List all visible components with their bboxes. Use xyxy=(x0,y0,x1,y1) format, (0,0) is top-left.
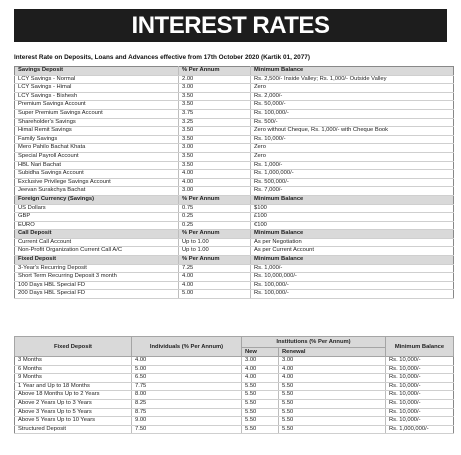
table-row xyxy=(15,425,454,434)
table-row xyxy=(15,101,454,110)
section-header-cell: Call Deposit xyxy=(15,230,179,239)
table-cell: 0.75 xyxy=(179,204,251,213)
table-cell: Himal Remit Savings xyxy=(15,127,179,136)
table-cell: Up to 1.00 xyxy=(179,238,251,247)
table-cell: 5.50 xyxy=(279,382,386,391)
table-cell: Rs. 10,000/- xyxy=(386,374,454,383)
section-header-cell: Minimum Balance xyxy=(251,230,454,239)
table-cell: 4.00 xyxy=(279,365,386,374)
table-cell: Exclusive Privilege Savings Account xyxy=(15,178,179,187)
section-header-row xyxy=(15,256,454,265)
table-cell: Mero Pahilo Bachat Khata xyxy=(15,144,179,153)
table-cell: Rs. 10,000/- xyxy=(386,391,454,400)
table-cell: LCY Savings - Normal xyxy=(15,75,179,84)
table-row xyxy=(15,135,454,144)
table-cell: Above 5 Years Up to 10 Years xyxy=(15,417,132,426)
section-header-cell: Fixed Deposit xyxy=(15,256,179,265)
table-cell: 5.50 xyxy=(242,417,279,426)
table-cell: 100 Days HBL Special FD xyxy=(15,281,179,290)
table-cell: Zero xyxy=(251,152,454,161)
table-cell: 3.75 xyxy=(179,109,251,118)
table-cell: 3.00 xyxy=(242,357,279,366)
individuals-rate-header: Individuals (% Per Annum) xyxy=(132,337,242,357)
table-cell: Zero without Cheque, Rs. 1,000/- with Cheque Book xyxy=(251,127,454,136)
table-row xyxy=(15,382,454,391)
table-cell: Zero xyxy=(251,144,454,153)
table-cell: Special Payroll Account xyxy=(15,152,179,161)
table-cell: Non-Profit Organization Current Call A/C xyxy=(15,247,179,256)
table-cell: As per Negotiation xyxy=(251,238,454,247)
table-cell: As per Current Account xyxy=(251,247,454,256)
section-header-row xyxy=(15,67,454,76)
table-cell: 2.00 xyxy=(179,75,251,84)
section-header-cell: Foreign Currency (Savings) xyxy=(15,195,179,204)
table-cell: Rs. 10,000/- xyxy=(386,408,454,417)
deposit-rates-body xyxy=(15,67,454,299)
table-cell: 4.00 xyxy=(179,178,251,187)
table-cell: 5.50 xyxy=(242,391,279,400)
table-cell: Rs. 2,000/- xyxy=(251,92,454,101)
table-cell: $100 xyxy=(251,204,454,213)
table-cell: Above 18 Months Up to 2 Years xyxy=(15,391,132,400)
table-cell: Rs. 50,000/- xyxy=(251,101,454,110)
table-cell: Shareholder's Savings xyxy=(15,118,179,127)
table-cell: 5.50 xyxy=(279,425,386,434)
table-cell: 3.50 xyxy=(179,127,251,136)
table-cell: Rs. 7,000/- xyxy=(251,187,454,196)
table-cell: LCY Savings - Himal xyxy=(15,84,179,93)
table-cell: Above 3 Years Up to 5 Years xyxy=(15,408,132,417)
table-cell: £100 xyxy=(251,213,454,222)
table-cell: 8.25 xyxy=(132,399,242,408)
table-row xyxy=(15,264,454,273)
table-row xyxy=(15,221,454,230)
table-cell: Rs. 10,000/- xyxy=(386,417,454,426)
table-cell: Family Savings xyxy=(15,135,179,144)
table-row xyxy=(15,273,454,282)
table-cell: 4.00 xyxy=(279,374,386,383)
table-cell: 5.50 xyxy=(279,417,386,426)
table-cell: Rs. 1,000,000/- xyxy=(251,170,454,179)
table-row xyxy=(15,247,454,256)
table-cell: 3-Year's Recurring Deposit xyxy=(15,264,179,273)
table-cell: Above 2 Years Up to 3 Years xyxy=(15,399,132,408)
table-cell: 4.00 xyxy=(179,273,251,282)
table-cell: 4.00 xyxy=(179,170,251,179)
table-cell: 0.25 xyxy=(179,221,251,230)
table-cell: 1 Year and Up to 18 Months xyxy=(15,382,132,391)
effective-date-subtitle: Interest Rate on Deposits, Loans and Advances effective from 17th October 2020 (Kartik 01, 2077) xyxy=(14,54,310,61)
table-cell: 5.00 xyxy=(179,290,251,299)
section-header-cell: % Per Annum xyxy=(179,256,251,265)
table-cell: 7.25 xyxy=(179,264,251,273)
section-header-cell: % Per Annum xyxy=(179,67,251,76)
fixed-deposit-body xyxy=(15,357,454,434)
table-row xyxy=(15,374,454,383)
fixed-deposit-header: Fixed Deposit xyxy=(15,337,132,357)
table-row xyxy=(15,161,454,170)
table-cell: 3.00 xyxy=(179,84,251,93)
table-cell: Zero xyxy=(251,84,454,93)
table-cell: Rs. 10,000/- xyxy=(386,382,454,391)
table-cell: Premium Savings Account xyxy=(15,101,179,110)
table-cell: Rs. 10,000/- xyxy=(251,135,454,144)
table-cell: Rs. 100,000/- xyxy=(251,290,454,299)
table-row xyxy=(15,357,454,366)
table-row xyxy=(15,178,454,187)
table-cell: 5.50 xyxy=(279,408,386,417)
table-cell: 3 Months xyxy=(15,357,132,366)
table-row xyxy=(15,204,454,213)
table-cell: 4.00 xyxy=(179,281,251,290)
page-title: INTEREST RATES xyxy=(14,9,447,42)
table-cell: 5.00 xyxy=(132,365,242,374)
table-cell: 5.50 xyxy=(242,408,279,417)
table-row xyxy=(15,92,454,101)
table-cell: 3.00 xyxy=(179,144,251,153)
table-cell: 4.00 xyxy=(242,374,279,383)
section-header-cell: Minimum Balance xyxy=(251,256,454,265)
institutions-renewal-header: Renewal xyxy=(279,348,386,357)
table-cell: 3.25 xyxy=(179,118,251,127)
table-cell: Rs. 10,000,000/- xyxy=(251,273,454,282)
table-cell: EURO xyxy=(15,221,179,230)
table-row xyxy=(15,417,454,426)
table-cell: 7.50 xyxy=(132,425,242,434)
table-cell: 4.00 xyxy=(132,357,242,366)
section-header-cell: Savings Deposit xyxy=(15,67,179,76)
table-cell: 6.50 xyxy=(132,374,242,383)
section-header-cell: Minimum Balance xyxy=(251,195,454,204)
table-row xyxy=(15,118,454,127)
table-cell: Rs. 10,000/- xyxy=(386,357,454,366)
table-cell: 9 Months xyxy=(15,374,132,383)
table-row xyxy=(15,84,454,93)
table-cell: 200 Days HBL Special FD xyxy=(15,290,179,299)
table-cell: US Dollars xyxy=(15,204,179,213)
table-cell: Rs. 500,000/- xyxy=(251,178,454,187)
table-cell: Rs. 1,000/- xyxy=(251,161,454,170)
table-row xyxy=(15,213,454,222)
table-row xyxy=(15,281,454,290)
table-cell: 5.50 xyxy=(242,399,279,408)
table-cell: 3.00 xyxy=(179,187,251,196)
table-cell: Subidha Savings Account xyxy=(15,170,179,179)
section-header-row xyxy=(15,230,454,239)
table-cell: Rs. 10,000/- xyxy=(386,399,454,408)
table-cell: Rs. 1,000,000/- xyxy=(386,425,454,434)
table-cell: 6 Months xyxy=(15,365,132,374)
section-header-cell: % Per Annum xyxy=(179,230,251,239)
table-cell: LCY Savings - Bishesh xyxy=(15,92,179,101)
table-cell: 0.25 xyxy=(179,213,251,222)
table-cell: 8.00 xyxy=(132,391,242,400)
minimum-balance-header: Minimum Balance xyxy=(386,337,454,357)
table-row xyxy=(15,144,454,153)
table-row xyxy=(15,391,454,400)
table-cell: Rs. 100,000/- xyxy=(251,109,454,118)
table-cell: HBL Nari Bachat xyxy=(15,161,179,170)
table-cell: Up to 1.00 xyxy=(179,247,251,256)
table-cell: 3.50 xyxy=(179,101,251,110)
institutions-rate-header: Institutions (% Per Annum) xyxy=(242,337,386,348)
table-cell: 8.75 xyxy=(132,408,242,417)
table-row xyxy=(15,399,454,408)
table-row xyxy=(15,152,454,161)
table-cell: GBP xyxy=(15,213,179,222)
table-cell: 5.50 xyxy=(242,382,279,391)
table-row xyxy=(15,109,454,118)
table-cell: 5.50 xyxy=(242,425,279,434)
table-cell: 3.00 xyxy=(279,357,386,366)
table-cell: 3.50 xyxy=(179,92,251,101)
table-cell: Rs. 500/- xyxy=(251,118,454,127)
table-cell: Rs. 100,000/- xyxy=(251,281,454,290)
table-row xyxy=(15,238,454,247)
section-header-cell: % Per Annum xyxy=(179,195,251,204)
table-cell: Rs. 1,000/- xyxy=(251,264,454,273)
table-row xyxy=(15,170,454,179)
section-header-cell: Minimum Balance xyxy=(251,67,454,76)
table-cell: 4.00 xyxy=(242,365,279,374)
table-cell: 5.50 xyxy=(279,399,386,408)
table-cell: 5.50 xyxy=(279,391,386,400)
table-row xyxy=(15,365,454,374)
section-header-row xyxy=(15,195,454,204)
table-cell: 7.75 xyxy=(132,382,242,391)
table-cell: Super Premium Savings Account xyxy=(15,109,179,118)
table-row xyxy=(15,187,454,196)
table-row xyxy=(15,127,454,136)
table-cell: 3.50 xyxy=(179,161,251,170)
table-cell: 9.00 xyxy=(132,417,242,426)
table-cell: Short Term Recurring Deposit 3 month xyxy=(15,273,179,282)
table-cell: Rs. 2,500/- Inside Valley; Rs. 1,000/- Outside Valley xyxy=(251,75,454,84)
table-cell: €100 xyxy=(251,221,454,230)
table-cell: Jeevan Surakchya Bachat xyxy=(15,187,179,196)
table-cell: 3.50 xyxy=(179,135,251,144)
institutions-new-header: New xyxy=(242,348,279,357)
table-cell: Current Call Account xyxy=(15,238,179,247)
table-row xyxy=(15,290,454,299)
table-cell: 3.50 xyxy=(179,152,251,161)
table-cell: Rs. 10,000/- xyxy=(386,365,454,374)
deposit-rates-table xyxy=(14,66,454,299)
table-row xyxy=(15,408,454,417)
fixed-deposit-table xyxy=(14,336,454,434)
table-row xyxy=(15,75,454,84)
table-cell: Structured Deposit xyxy=(15,425,132,434)
